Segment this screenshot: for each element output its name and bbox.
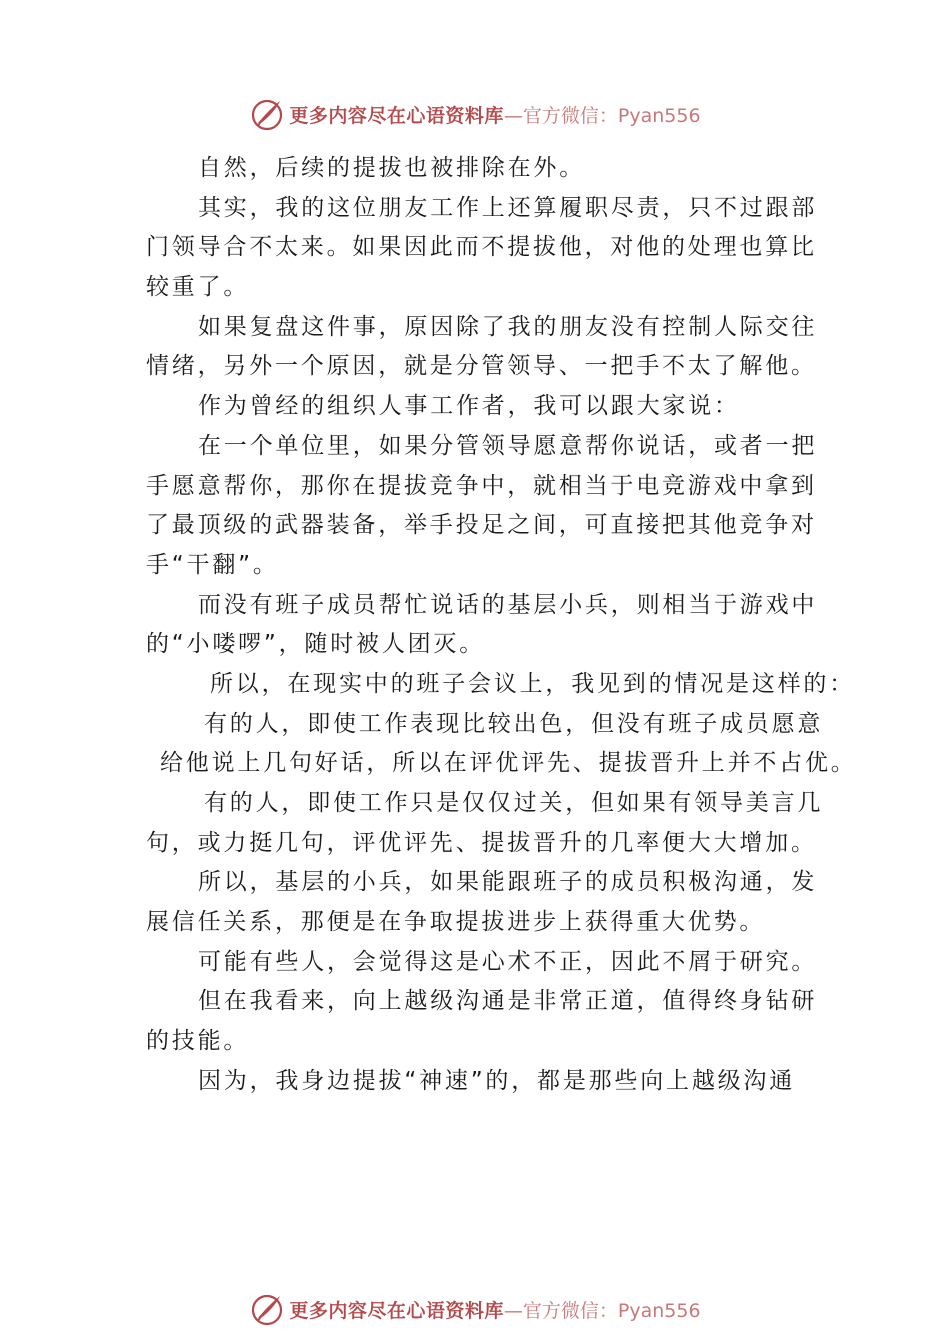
text-line: 在一个单位里，如果分管领导愿意帮你说话，或者一把 [198, 432, 818, 459]
text-line: 的“小喽啰”，随时被人团灭。 [146, 631, 486, 658]
document-body [146, 149, 857, 1102]
text-line: 手愿意帮你，那你在提拔竞争中，就相当于电竞游戏中拿到 [146, 472, 817, 499]
quill-seal-icon [249, 96, 285, 132]
text-line: 所以，基层的小兵，如果能跟班子的成员积极沟通，发 [198, 869, 818, 896]
footer-brand-text: 更多内容尽在心语资料库 [289, 1299, 504, 1322]
text-line: 了最顶级的武器装备，举手投足之间，可直接把其他竞争对 [146, 512, 817, 539]
text-line: 而没有班子成员帮忙说话的基层小兵，则相当于游戏中 [198, 591, 818, 618]
text-line: 因为，我身边提拔“神速”的，都是那些向上越级沟通 [198, 1067, 796, 1094]
header-brand-text: 更多内容尽在心语资料库 [289, 104, 504, 127]
header-wechat-text: —官方微信：Pyan556 [503, 104, 701, 127]
text-line: 较重了。 [146, 274, 250, 301]
text-line: 其实，我的这位朋友工作上还算履职尽责，只不过跟部 [198, 194, 818, 221]
text-line: 作为曾经的组织人事工作者，我可以跟大家说： [198, 393, 740, 420]
text-line: 给他说上几句好话，所以在评优评先、提拔晋升上并不占优。 [160, 750, 857, 777]
text-line: 展信任关系，那便是在争取提拔进步上获得重大优势。 [146, 909, 766, 936]
header-banner [0, 94, 950, 134]
text-line: 如果复盘这件事，原因除了我的朋友没有控制人际交往 [198, 313, 818, 340]
footer-wechat-text: —官方微信：Pyan556 [503, 1299, 701, 1322]
quill-seal-icon [249, 1291, 285, 1327]
text-line: 门领导合不太来。如果因此而不提拔他，对他的处理也算比 [146, 234, 817, 261]
text-line: 可能有些人，会觉得这是心术不正，因此不屑于研究。 [198, 948, 818, 975]
text-line: 情绪，另外一个原因，就是分管领导、一把手不太了解他。 [146, 353, 817, 380]
text-line: 自然，后续的提拔也被排除在外。 [198, 155, 585, 181]
text-line: 所以，在现实中的班子会议上，我见到的情况是这样的： [210, 670, 855, 697]
text-line: 有的人，即使工作表现比较出色，但没有班子成员愿意 [204, 710, 824, 737]
text-line: 手“干翻”。 [146, 551, 279, 578]
text-line: 句，或力挺几句，评优评先、提拔晋升的几率便大大增加。 [146, 829, 817, 856]
text-line: 的技能。 [146, 1028, 250, 1055]
text-line: 但在我看来，向上越级沟通是非常正道，值得终身钻研 [198, 988, 818, 1015]
text-line: 有的人，即使工作只是仅仅过关，但如果有领导美言几 [204, 790, 824, 816]
footer-banner [0, 1289, 950, 1329]
